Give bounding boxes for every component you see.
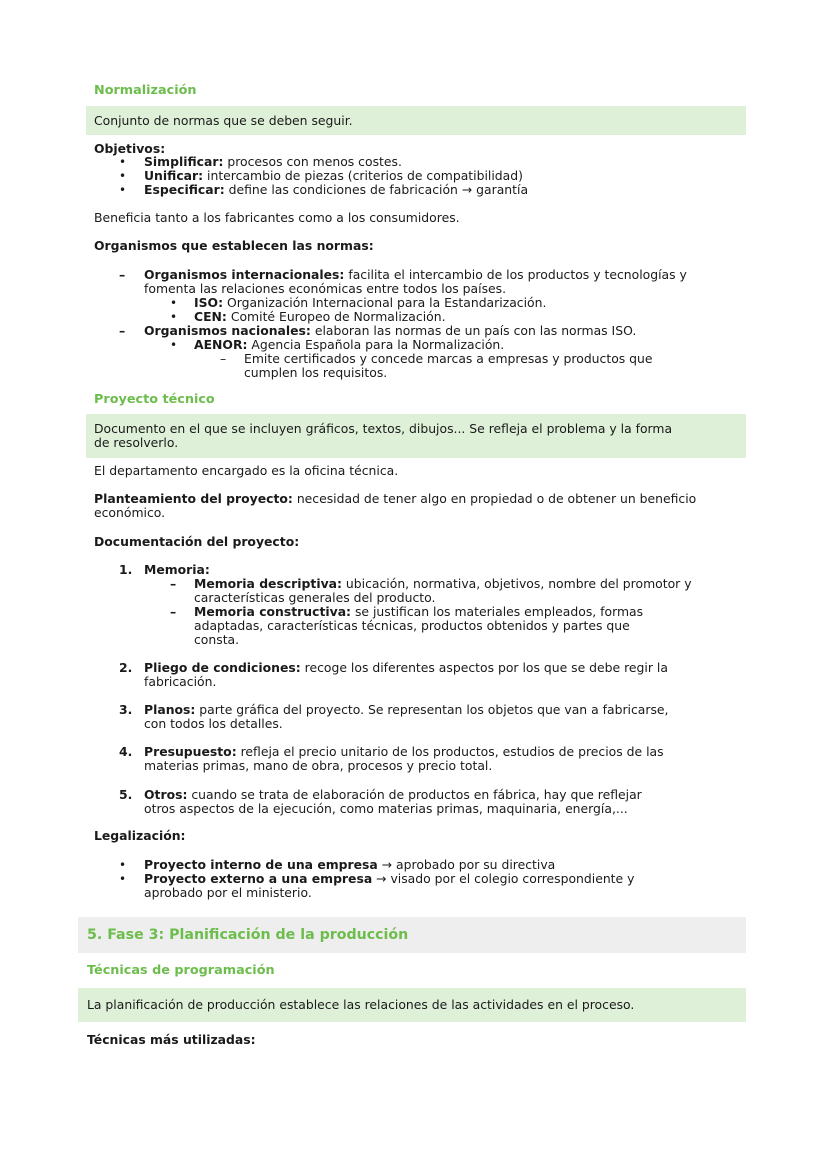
list-number: 4. bbox=[119, 744, 133, 759]
bullet: • bbox=[119, 169, 127, 183]
bullet: • bbox=[119, 858, 127, 872]
memoria-constructiva-line3: consta. bbox=[194, 632, 240, 647]
documentacion-label: Documentación del proyecto: bbox=[94, 534, 300, 549]
legalizacion-label: Legalización: bbox=[94, 828, 186, 843]
bullet: • bbox=[119, 155, 127, 169]
internacionales-line2: fomenta las relaciones económicas entre todos los países. bbox=[144, 281, 507, 296]
legalizacion-item: Proyecto interno de una empresa → aprobado por su directiva bbox=[144, 857, 556, 872]
bullet: • bbox=[170, 296, 178, 310]
bullet: • bbox=[119, 872, 127, 886]
presupuesto-line1: Presupuesto: refleja el precio unitario de los productos, estudios de precios de las bbox=[144, 744, 664, 759]
dash: – bbox=[220, 351, 227, 366]
list-number: 1. bbox=[119, 562, 133, 577]
list-number: 2. bbox=[119, 660, 133, 675]
nacionales-item: Organismos nacionales: elaboran las normas de un país con las normas ISO. bbox=[144, 323, 637, 338]
legalizacion-item: Proyecto externo a una empresa → visado por el colegio correspondiente y bbox=[144, 871, 635, 886]
objetivo-item: Especificar: define las condiciones de fabricación → garantía bbox=[144, 182, 529, 197]
section-heading-tecnicas: Técnicas de programación bbox=[87, 963, 275, 978]
bullet: • bbox=[119, 183, 127, 197]
dash: – bbox=[119, 267, 126, 282]
proyecto-definition-line1: Documento en el que se incluyen gráficos, textos, dibujos... Se refleja el problema y la forma bbox=[94, 421, 673, 436]
otros-line1: Otros: cuando se trata de elaboración de productos en fábrica, hay que reflejar bbox=[144, 787, 642, 802]
planteamiento-line1: Planteamiento del proyecto: necesidad de tener algo en propiedad o de obtener un beneficio bbox=[94, 491, 697, 506]
otros-line2: otros aspectos de la ejecución, como materias primas, maquinaria, energía,... bbox=[144, 801, 628, 816]
section-heading-proyecto: Proyecto técnico bbox=[94, 392, 215, 407]
objetivos-label: Objetivos: bbox=[94, 141, 166, 156]
internacionales-line1: Organismos internacionales: facilita el intercambio de los productos y tecnologías y bbox=[144, 267, 687, 282]
aenor-item: AENOR: Agencia Española para la Normalización. bbox=[194, 337, 505, 352]
iso-item: ISO: Organización Internacional para la Estandarización. bbox=[194, 295, 547, 310]
memoria-term: Memoria: bbox=[144, 562, 210, 577]
dash: – bbox=[119, 323, 126, 338]
objetivo-item: Simplificar: procesos con menos costes. bbox=[144, 154, 402, 169]
memoria-constructiva-line2: adaptadas, características técnicas, productos obtenidos y partes que bbox=[194, 618, 630, 633]
beneficia-text: Beneficia tanto a los fabricantes como a los consumidores. bbox=[94, 210, 460, 225]
legalizacion-item-line2: aprobado por el ministerio. bbox=[144, 885, 312, 900]
dash: – bbox=[170, 576, 177, 591]
section-title-fase3: 5. Fase 3: Planificación de la producción bbox=[87, 927, 409, 943]
list-number: 3. bbox=[119, 702, 133, 717]
planos-line2: con todos los detalles. bbox=[144, 716, 283, 731]
planos-line1: Planos: parte gráfica del proyecto. Se representan los objetos que van a fabricarse, bbox=[144, 702, 669, 717]
memoria-descriptiva-line1: Memoria descriptiva: ubicación, normativa, objetivos, nombre del promotor y bbox=[194, 576, 692, 591]
departamento-text: El departamento encargado es la oficina técnica. bbox=[94, 463, 399, 478]
memoria-descriptiva-line2: características generales del producto. bbox=[194, 590, 436, 605]
bullet: • bbox=[170, 338, 178, 352]
pliego-line1: Pliego de condiciones: recoge los diferentes aspectos por los que se debe regir la bbox=[144, 660, 668, 675]
dash: – bbox=[170, 604, 177, 619]
list-number: 5. bbox=[119, 787, 133, 802]
section-heading-normalizacion: Normalización bbox=[94, 83, 197, 98]
bullet: • bbox=[170, 310, 178, 324]
presupuesto-line2: materias primas, mano de obra, procesos y precio total. bbox=[144, 758, 493, 773]
cen-item: CEN: Comité Europeo de Normalización. bbox=[194, 309, 446, 324]
tecnicas-label: Técnicas más utilizadas: bbox=[87, 1032, 256, 1047]
objetivo-item: Unificar: intercambio de piezas (criterios de compatibilidad) bbox=[144, 168, 523, 183]
proyecto-definition-line2: de resolverlo. bbox=[94, 435, 179, 450]
definition-text: Conjunto de normas que se deben seguir. bbox=[94, 113, 353, 128]
planteamiento-line2: económico. bbox=[94, 505, 166, 520]
aenor-sub-line1: Emite certificados y concede marcas a empresas y productos que bbox=[244, 351, 653, 366]
organismos-label: Organismos que establecen las normas: bbox=[94, 238, 374, 253]
fase3-definition: La planificación de producción establece las relaciones de las actividades en el proceso. bbox=[87, 997, 635, 1012]
pliego-line2: fabricación. bbox=[144, 674, 217, 689]
aenor-sub-line2: cumplen los requisitos. bbox=[244, 365, 388, 380]
memoria-constructiva-line1: Memoria constructiva: se justifican los materiales empleados, formas bbox=[194, 604, 644, 619]
